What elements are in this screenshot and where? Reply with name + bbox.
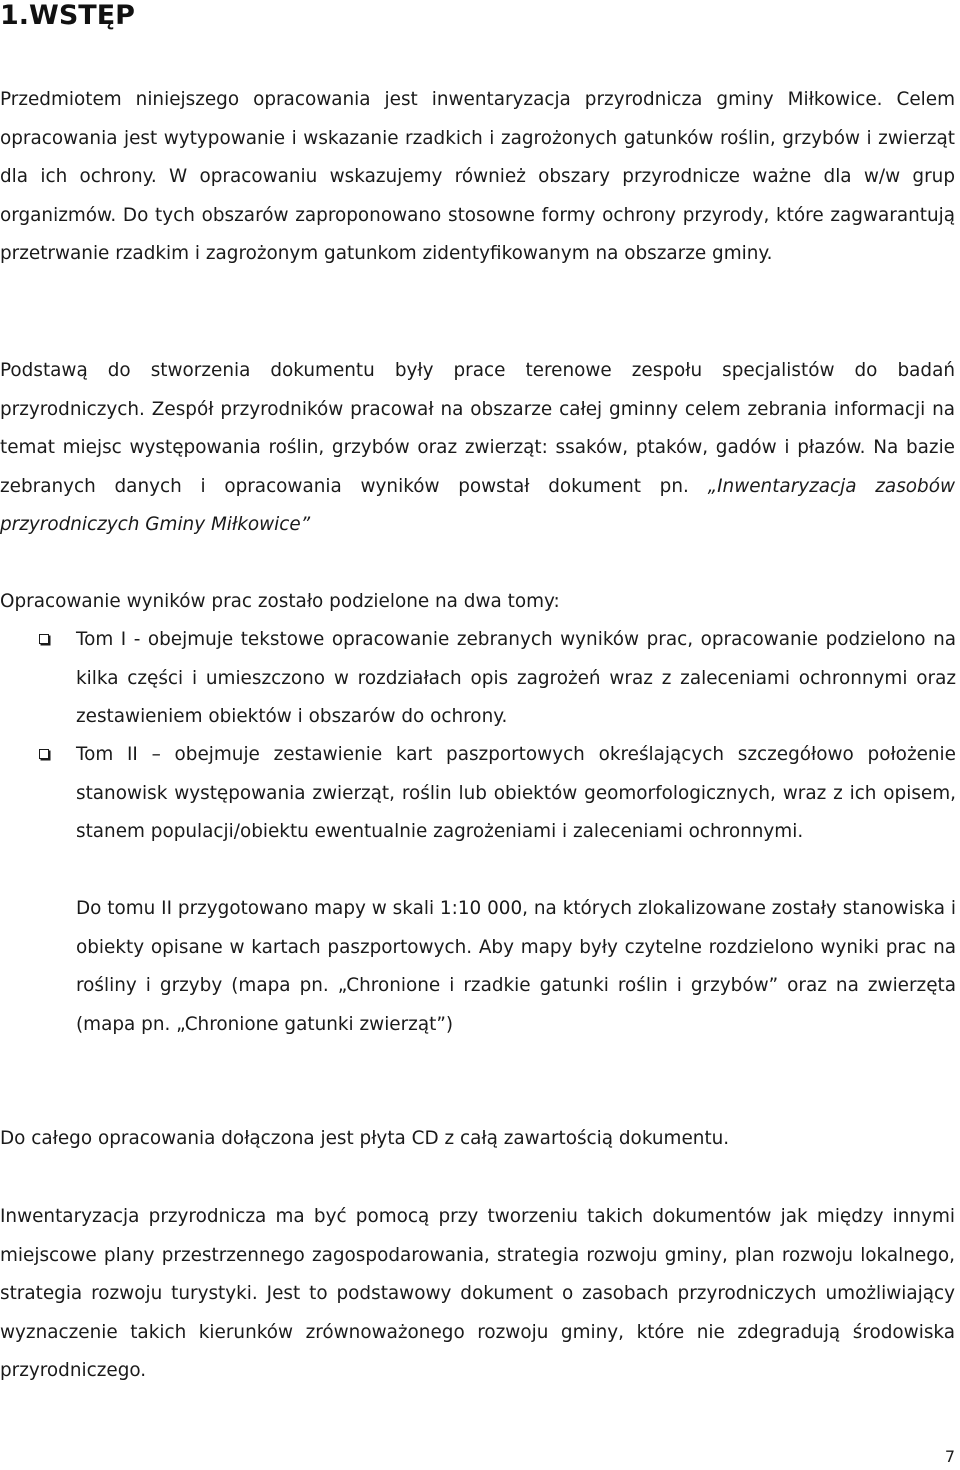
paragraph-volumes-intro: Opracowanie wyników prac zostało podzielone na dwa tomy: bbox=[0, 591, 560, 612]
document-title-italic: „Inwentaryzacja zasobów przyrodniczych Gminy Miłkowice” bbox=[0, 475, 955, 536]
list-continuation-maps: Do tomu II przygotowano mapy w skali 1:10 000, na których zlokalizowane zostały stanowiska i obiekty opisane w kartach paszportowych. Aby mapy były czytelne rozdzielono wyniki prac na rośliny i grzyby (mapa pn. „Chronione i rzadkie gatunki roślin i grzybów” oraz na zwierzęta (mapa pn. „Chronione gatunki zwierząt”) bbox=[76, 898, 956, 1035]
paragraph-purpose: Inwentaryzacja przyrodnicza ma być pomocą przy tworzeniu takich dokumentów jak między innymi miejscowe plany przestrzennego zagospodarowania, strategia rozwoju gminy, plan rozwoju lokalnego, strategia rozwoju turystyki. Jest to podstawowy dokument o zasobach przyrodniczych umożliwiający wyznaczenie takich kierunków zrównoważonego rozwoju gminy, które nie zdegradują środowiska przyrodniczego. bbox=[0, 1206, 955, 1382]
list-item-text: Tom I - obejmuje tekstowe opracowanie zebranych wyników prac, opracowanie podzielono na kilka części i umieszczono w rozdziałach opis zagrożeń wraz z zaleceniami ochronnymi oraz zestawieniem obiektów i obszarów do ochrony. bbox=[76, 629, 956, 728]
checkbox-bullet-icon bbox=[39, 749, 49, 759]
paragraph-basis bbox=[0, 352, 955, 545]
section-heading: 1.WSTĘP bbox=[0, 0, 135, 31]
checkbox-bullet-icon bbox=[39, 634, 49, 644]
page-number: 7 bbox=[944, 1447, 955, 1466]
paragraph-intro: Przedmiotem niniejszego opracowania jest inwentaryzacja przyrodnicza gminy Miłkowice. Celem opracowania jest wytypowanie i wskazanie rzadkich i zagrożonych gatunków roślin, grzybów i zwierząt dla ich ochrony. W opracowaniu wskazujemy również obszary przyrodnicze ważne dla w/w grup organizmów. Do tych obszarów zaproponowano stosowne formy ochrony przyrody, które zagwarantują przetrwanie rzadkim i zagrożonym gatunkom zidentyfikowanym na obszarze gminy. bbox=[0, 89, 955, 265]
paragraph-basis-text: Podstawą do stworzenia dokumentu były prace terenowe zespołu specjalistów do badań przyrodniczych. Zespół przyrodników pracował na obszarze całej gminny celem zebrania informacji na temat miejsc występowania roślin, grzybów oraz zwierząt: ssaków, ptaków, gadów i płazów. Na bazie zebranych danych i opracowania wyników powstał dokument pn. bbox=[0, 360, 955, 497]
list-item-text: Tom II – obejmuje zestawienie kart paszportowych określających szczegółowo położenie stanowisk występowania zwierząt, roślin lub obiektów geomorfologicznych, wraz z ich opisem, stanem populacji/obiektu ewentualnie zagrożeniami i zaleceniami ochronnymi. bbox=[76, 744, 956, 843]
paragraph-cd: Do całego opracowania dołączona jest płyta CD z całą zawartością dokumentu. bbox=[0, 1128, 730, 1149]
